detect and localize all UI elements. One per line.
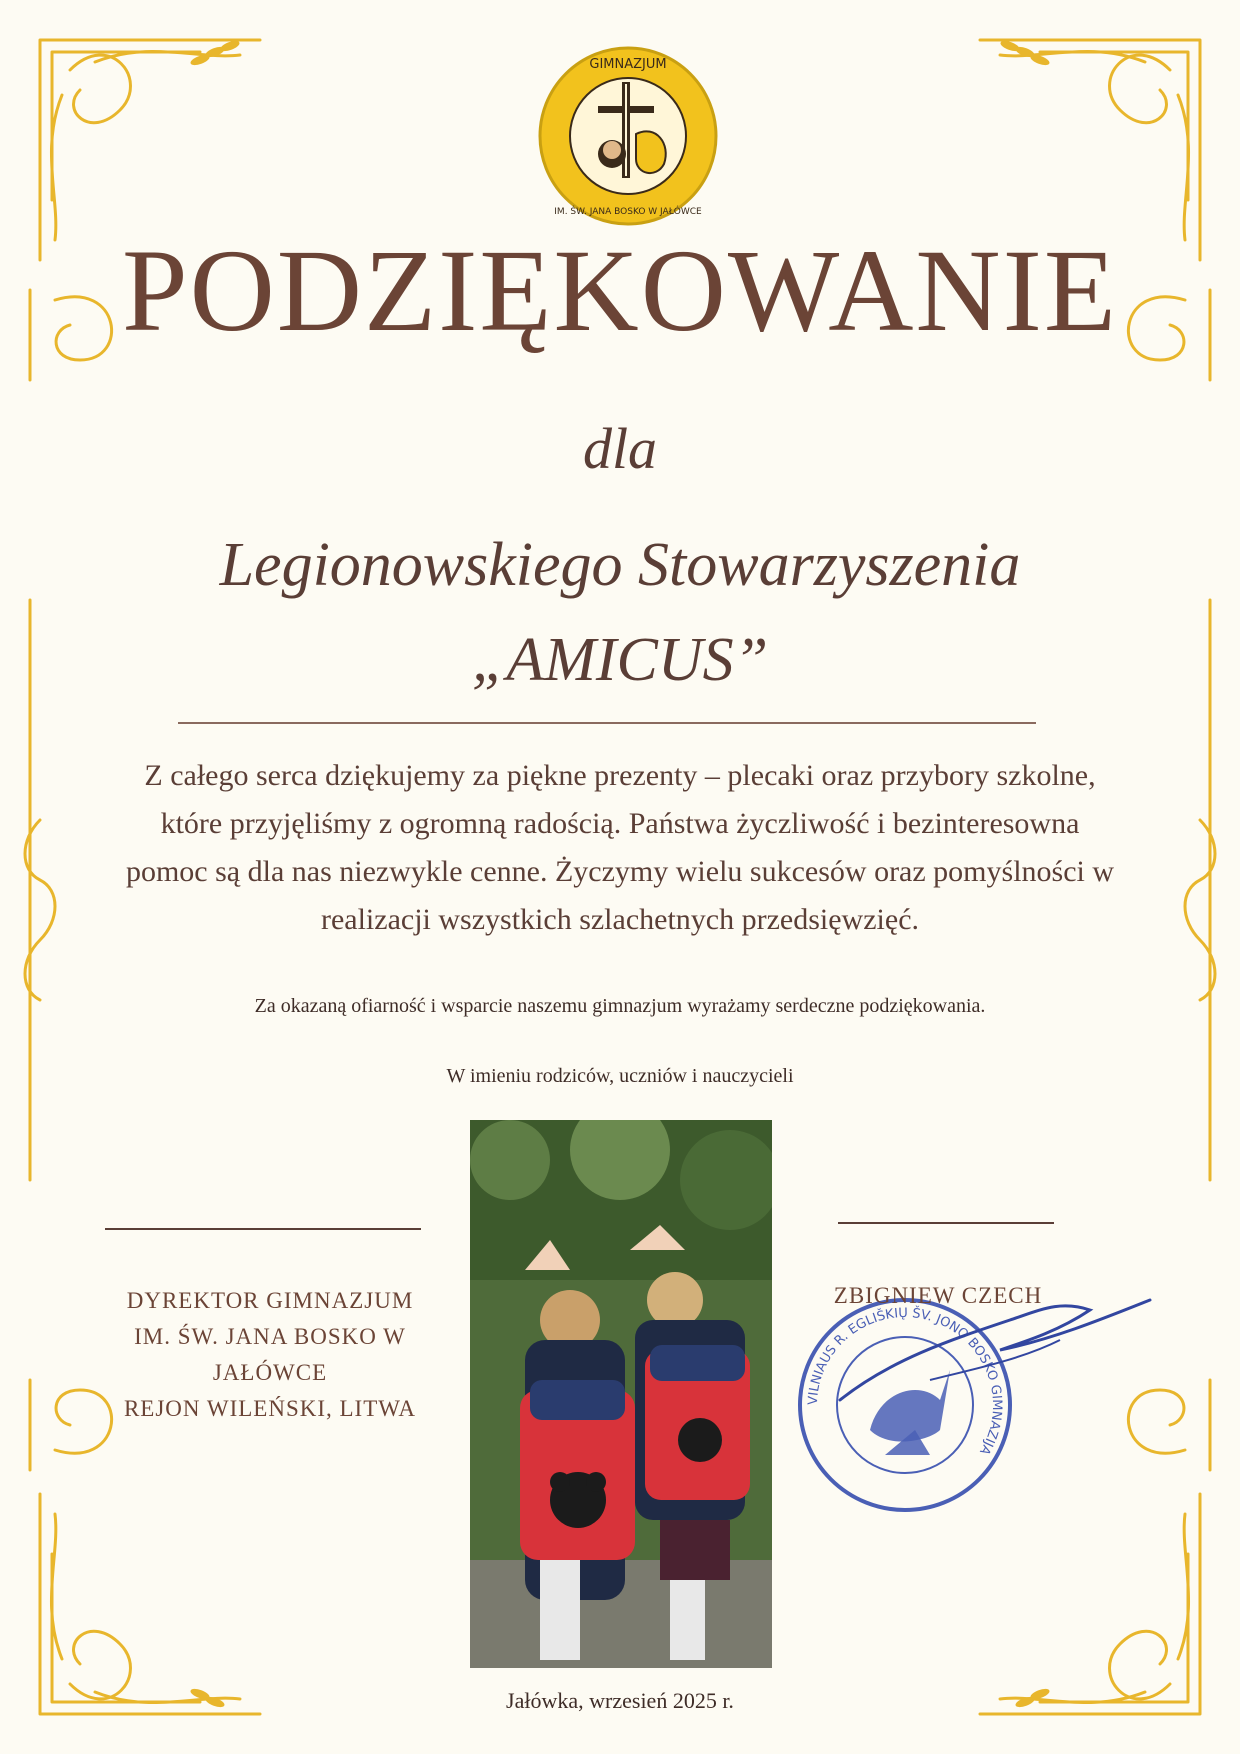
children-backpacks-photo	[470, 1120, 772, 1668]
signatory-name: ZBIGNIEW CZECH	[833, 1283, 1043, 1308]
signature-line-left	[105, 1228, 421, 1230]
director-line: DYREKTOR GIMNAZJUM	[126, 1288, 414, 1313]
divider	[178, 722, 1036, 724]
place-date: Jałówka, wrzesień 2025 r.	[506, 1688, 734, 1713]
director-line: REJON WILEŃSKI, LITWA	[123, 1396, 417, 1421]
director-title	[60, 1283, 480, 1427]
certificate-title: PODZIĘKOWANIE	[121, 225, 1119, 356]
director-line: JAŁÓWCE	[212, 1360, 328, 1385]
thanks-body: Z całego serca dziękujemy za piękne prezenty – plecaki oraz przybory szkolne, które przyjęliśmy z ogromną radością. Państwa życzliwość i bezinteresowna pomoc są dla nas niezwykle cenne. Życzymy wielu sukcesów oraz pomyślności w realizacji wszystkich szlachetnych przedsięwzięć.	[125, 759, 1115, 936]
on-behalf-line: W imieniu rodziców, uczniów i nauczycieli	[446, 1065, 794, 1087]
thanks-line: Za okazaną ofiarność i wsparcie naszemu gimnazjum wyrażamy serdeczne podziękowania.	[254, 995, 986, 1017]
recipient-name: Legionowskiego Stowarzyszenia	[219, 531, 1021, 599]
logo-top-text: GIMNAZJUM	[589, 57, 667, 72]
stamp-ring-text: VILNIAUS R. EGLIŠKIŲ ŠV. JONO BOSKO GIMNAZIJA	[805, 1305, 1005, 1458]
director-line: IM. ŚW. JANA BOSKO W	[134, 1324, 406, 1349]
logo-ring-text: IM. ŚW. JANA BOSKO W JAŁÓWCE	[554, 207, 702, 217]
for-word: dla	[582, 416, 658, 481]
signature-line-right	[838, 1222, 1054, 1224]
recipient-name-quoted: „AMICUS”	[471, 626, 769, 694]
school-logo	[536, 44, 720, 228]
